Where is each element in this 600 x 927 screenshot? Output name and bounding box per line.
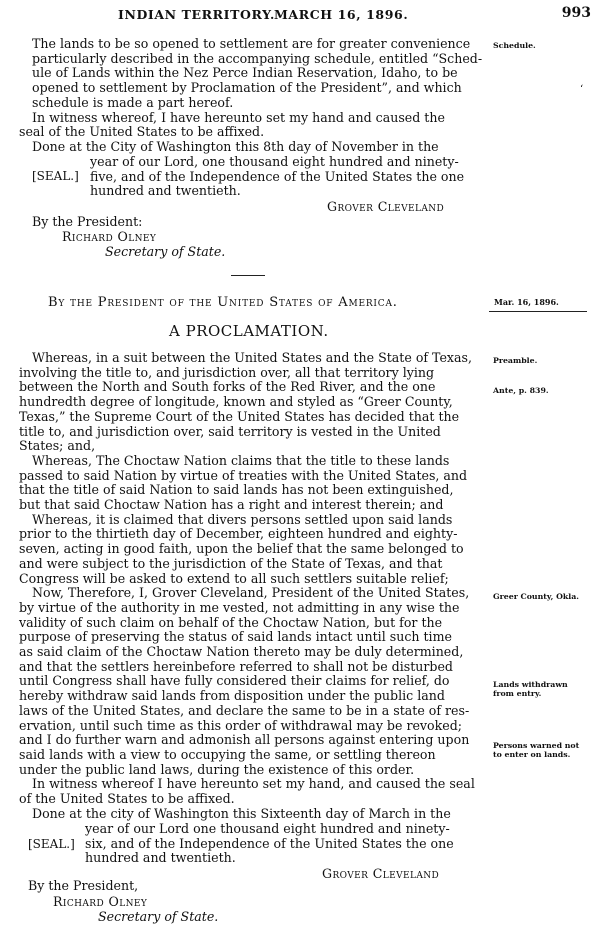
text-line: that the title of said Nation to said lands has not been extinguished,	[19, 482, 454, 498]
text-line: Done at the city of Washington this Sixteenth day of March in the	[32, 805, 451, 821]
text-line: schedule is made a part hereof.	[32, 94, 234, 110]
text-line: Congress will be asked to extend to all such settlers suitable relief;	[19, 570, 449, 586]
text-line: by virtue of the authority in me vested, not admitting in any wise the	[19, 599, 460, 615]
page-number: 993	[561, 5, 591, 21]
secretary-name: Richard Olney	[53, 894, 148, 909]
text-line: but that said Choctaw Nation has a right and interest therein; and	[19, 497, 444, 513]
text-line: hundredth degree of longitude, known and styled as “Greer County,	[19, 394, 453, 410]
text-line: The lands to be so opened to settlement are for greater convenience	[32, 36, 471, 51]
margin-note-schedule: Schedule.	[493, 41, 536, 50]
running-title: INDIAN TERRITORY.	[118, 7, 275, 22]
text-line: hundred and twentieth.	[85, 850, 236, 866]
text-line: six, and of the Independence of the United States the one	[85, 835, 454, 851]
text-line: ule of Lands within the Nez Perce Indian Reservation, Idaho, to be	[32, 65, 458, 81]
proclamation-title: A PROCLAMATION.	[169, 322, 329, 340]
text-line: seal of the United States to be affixed.	[19, 124, 265, 140]
text-line: and that the settlers hereinbefore referred to shall not be disturbed	[19, 658, 453, 674]
signature: Grover Cleveland	[327, 199, 445, 214]
text-line: seven, acting in good faith, upon the belief that the same belonged to	[19, 541, 464, 557]
text-line: and were subject to the jurisdiction of the State of Texas, and that	[19, 555, 443, 571]
text-line: said lands with a view to occupying the same, or settling thereon	[19, 746, 436, 762]
margin-note-greer-county: Greer County, Okla.	[493, 592, 579, 601]
seal-label: [SEAL.]	[28, 837, 75, 851]
section2-done-block	[85, 822, 483, 866]
text-line: between the North and South forks of the Red River, and the one	[19, 379, 436, 395]
signature: Grover Cleveland	[322, 866, 440, 881]
text-line: validity of such claim on behalf of the Choctaw Nation, but for the	[19, 614, 443, 630]
by-the-president: By the President:	[32, 214, 143, 229]
date-margin-note: Mar. 16, 1896.	[494, 297, 559, 307]
section1-paragraphs	[19, 36, 483, 155]
text-line: purpose of preserving the status of said lands intact until such time	[19, 629, 452, 645]
text-line: title to, and jurisdiction over, said territory is vested in the United	[19, 423, 441, 439]
text-line: In witness whereof I have hereunto set my hand, and caused the seal	[32, 776, 475, 792]
text-line: particularly described in the accompanying schedule, entitled “Sched-	[32, 50, 483, 66]
text-line: Whereas, The Choctaw Nation claims that the title to these lands	[32, 452, 450, 468]
text-line: and I do further warn and admonish all persons against entering upon	[19, 732, 470, 748]
text-line: Now, Therefore, I, Grover Cleveland, President of the United States,	[32, 585, 470, 601]
text-line: Whereas, in a suit between the United States and the State of Texas,	[32, 350, 473, 365]
margin-note-ante: Ante, p. 839.	[493, 386, 549, 395]
secretary-title: Secretary of State.	[105, 244, 226, 259]
text-line: opened to settlement by Proclamation of the President”, and which	[32, 80, 462, 96]
text-line: Texas,” the Supreme Court of the United States has decided that the	[19, 408, 460, 424]
date-note-underline	[489, 311, 587, 312]
text-line: until Congress shall have fully considered their claims for relief, do	[19, 673, 450, 689]
text-line: Whereas, it is claimed that divers persons settled upon said lands	[32, 511, 453, 527]
section1-done-block	[90, 155, 482, 199]
stray-mark: ʻ	[580, 84, 584, 95]
seal-label: [SEAL.]	[32, 169, 79, 183]
header-date: MARCH 16, 1896.	[274, 7, 409, 22]
margin-note-lands-withdrawn: Lands withdrawn from entry.	[493, 680, 568, 698]
text-line: involving the title to, and jurisdiction over, all that territory lying	[19, 364, 435, 380]
text-line: Done at the City of Washington this 8th day of November in the	[32, 138, 439, 154]
text-line: passed to said Nation by virtue of treaties with the United States, and	[19, 467, 468, 483]
text-line: year of our Lord, one thousand eight hundred and ninety-	[90, 154, 459, 169]
by-the-president: By the President,	[28, 878, 139, 893]
text-line: prior to the thirtieth day of December, eighteen hundred and eighty-	[19, 526, 458, 542]
secretary-name: Richard Olney	[62, 229, 157, 244]
margin-note-persons-warned: Persons warned not to enter on lands.	[493, 741, 580, 759]
text-line: as said claim of the Choctaw Nation thereto may be duly determined,	[19, 644, 464, 660]
text-line: five, and of the Independence of the United States the one	[90, 168, 465, 184]
margin-note-preamble: Preamble.	[493, 356, 538, 365]
text-line: States; and,	[19, 438, 96, 454]
text-line: In witness whereof, I have hereunto set my hand and caused the	[32, 109, 445, 125]
text-line: laws of the United States, and declare the same to be in a state of res-	[19, 702, 470, 718]
proclamation-heading: By the President of the United States of America.	[48, 295, 398, 310]
secretary-title: Secretary of State.	[98, 909, 219, 924]
text-line: ervation, until such time as this order of withdrawal may be revoked;	[19, 717, 463, 733]
text-line: under the public land laws, during the existence of this order.	[19, 761, 415, 777]
section2-paragraphs	[19, 350, 483, 822]
text-line: of the United States to be affixed.	[19, 791, 235, 807]
text-line: hereby withdraw said lands from disposition under the public land	[19, 688, 445, 704]
section-divider	[231, 275, 265, 276]
text-line: hundred and twentieth.	[90, 183, 241, 199]
text-line: year of our Lord one thousand eight hundred and ninety-	[85, 821, 450, 836]
